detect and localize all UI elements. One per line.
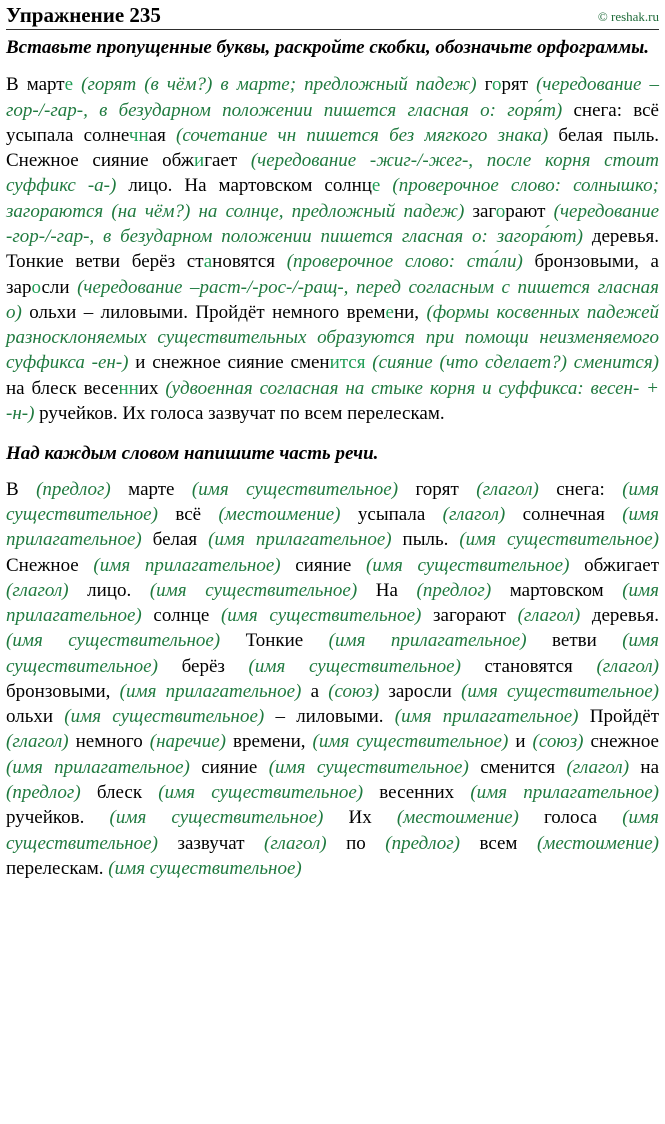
pos-word: а	[310, 680, 329, 702]
answer-fragment: г	[484, 74, 492, 96]
pos-tag: (имя существительное)	[461, 680, 659, 702]
pos-tag: (союз)	[328, 680, 389, 702]
answer-fragment: ручейков. Их голоса зазвучат по всем перелескам.	[39, 402, 445, 424]
pos-word: всем	[479, 832, 537, 854]
pos-word: снега:	[556, 478, 623, 500]
pos-word: усыпала	[357, 504, 443, 526]
pos-tag: (имя прилагательное)	[328, 630, 553, 652]
pos-word: Пройдёт	[589, 706, 660, 728]
pos-word: мартовском	[509, 579, 623, 601]
answer-fragment: о	[31, 276, 42, 298]
explanation-note: (проверочное слово: солнышко; загораются (на чём?) на солнце, предложный падеж)	[6, 175, 659, 222]
answer-fragment: е	[64, 74, 74, 96]
pos-tag: (глагол)	[6, 579, 88, 601]
pos-word: немного	[75, 731, 150, 753]
answer-fragment: гает	[204, 150, 238, 172]
answer-fragment: а	[203, 251, 213, 273]
answer-fragment: о	[491, 74, 502, 96]
pos-word: Их	[348, 807, 397, 829]
subtask-instruction: Над каждым словом напишите часть речи.	[6, 443, 379, 465]
pos-tag: (имя прилагательное)	[6, 579, 659, 627]
explanation-note: (проверочное слово: ста́ли)	[275, 251, 535, 273]
pos-word: На	[375, 579, 417, 601]
pos-word: горят	[415, 478, 477, 500]
pos-word: бронзовыми,	[6, 680, 120, 702]
answer-fragment: е	[385, 301, 394, 323]
pos-tag: (глагол)	[6, 731, 76, 753]
pos-word: В	[6, 478, 37, 500]
pos-word: и	[515, 731, 533, 753]
explanation-note: (удвоенная согласная на стыке корня и суффикса: весен- + -н-)	[6, 377, 659, 424]
answer-fragment: сли	[41, 276, 70, 298]
answer-fragment: ольхи – лиловыми. Пройдёт немного врем	[29, 301, 386, 323]
answer-fragment: деревья. Тонкие ветви берёз ст	[6, 226, 659, 273]
answer-fragment: заг	[472, 200, 496, 222]
explanation-note: (чередование -гор-/-гар-, в безударном положении пишется гласная о: загора́ют)	[6, 200, 660, 247]
pos-word: ручейков.	[6, 807, 110, 829]
answer-fragment: лицо. На мартовском солнц	[128, 175, 372, 197]
pos-word: голоса	[543, 807, 623, 829]
answer-fragment: снега: всё усыпала солне	[6, 99, 659, 146]
pos-tag: (предлог)	[385, 832, 480, 854]
pos-word: ветви	[552, 630, 623, 652]
pos-tag: (имя существительное)	[6, 807, 659, 854]
pos-word: снежное	[590, 731, 659, 753]
pos-tag: (глагол)	[442, 504, 523, 526]
pos-word: солнечная	[522, 504, 623, 526]
pos-tag: (имя существительное)	[220, 605, 434, 627]
pos-word: пыль.	[402, 529, 460, 551]
explanation-note: (чередование -жиг-/-жег-, после корня стоит суффикс -а-)	[6, 150, 659, 197]
site-copyright: © reshak.ru	[597, 9, 659, 24]
pos-tag: (наречие)	[149, 731, 234, 753]
pos-tag: (имя существительное)	[268, 756, 481, 778]
pos-tag: (имя существительное)	[6, 630, 246, 652]
pos-word: солнце	[153, 605, 221, 627]
pos-tag: (глагол)	[476, 478, 557, 500]
pos-word: Снежное	[6, 554, 94, 576]
answer-text	[6, 72, 659, 426]
answer-fragment: белая пыль. Снежное сияние обж	[6, 124, 659, 172]
pos-tag: (предлог)	[36, 478, 129, 500]
pos-tag: (имя существительное)	[459, 529, 659, 551]
pos-word: сияние	[295, 554, 367, 576]
pos-tag: (имя прилагательное)	[119, 680, 311, 702]
explanation-note: (сочетание чн пишется без мягкого знака)	[165, 124, 559, 146]
pos-tag: (глагол)	[596, 655, 659, 677]
pos-word: лицо.	[87, 579, 150, 601]
explanation-note: (чередование –раст-/-рос-/-ращ-, перед согласным с пишется гласная о)	[6, 276, 659, 323]
page-header	[6, 4, 659, 30]
pos-tag: (предлог)	[6, 782, 97, 803]
pos-word: сменится	[480, 756, 567, 778]
pos-tag: (имя прилагательное)	[93, 554, 296, 576]
pos-word: зазвучат	[177, 832, 265, 854]
pos-tag: (имя прилагательное)	[6, 504, 659, 551]
pos-word: берёз	[181, 655, 249, 677]
pos-word: перелескам.	[6, 857, 109, 879]
pos-word: ольхи	[6, 706, 65, 728]
pos-tag: (местоимение)	[218, 504, 358, 526]
pos-tag: (местоимение)	[536, 832, 660, 854]
answer-fragment: и	[194, 150, 205, 172]
answer-fragment: рают	[505, 200, 546, 222]
pos-tag: (имя существительное)	[6, 630, 659, 677]
pos-word: сияние	[201, 756, 269, 778]
pos-tag: (имя существительное)	[158, 782, 380, 803]
pos-tag: (местоимение)	[396, 807, 544, 829]
pos-tag: (имя существительное)	[366, 554, 585, 576]
answer-fragment: рят	[501, 74, 528, 96]
answer-fragment: их	[138, 377, 159, 399]
pos-word: –	[275, 706, 297, 728]
pos-word: лиловыми.	[296, 706, 395, 728]
pos-tag: (имя прилагательное)	[208, 529, 403, 551]
pos-word: марте	[128, 478, 192, 500]
pos-tag: (имя существительное)	[248, 655, 485, 677]
pos-tag: (союз)	[532, 731, 591, 753]
pos-word: загорают	[433, 605, 518, 627]
explanation-note: (чередование –гор-/-гар-, в безударном положении пишется гласная о: горя́т)	[6, 74, 659, 121]
pos-word: блеск	[96, 782, 159, 803]
pos-tag: (имя существительное)	[109, 807, 349, 829]
pos-tag: (имя существительное)	[312, 731, 516, 753]
explanation-note: (формы косвенных падежей разносклоняемых существительных образуются при помощи неизменяемого суффикса -ен-)	[6, 301, 660, 374]
pos-tag: (имя существительное)	[149, 579, 376, 601]
answer-fragment: е	[371, 175, 381, 197]
answer-fragment: ится	[329, 352, 366, 374]
answer-fragment: о	[495, 200, 506, 222]
pos-word: на	[640, 756, 660, 778]
pos-tag: (имя существительное)	[6, 478, 659, 526]
page-title: Упражнение 235	[6, 3, 161, 27]
answer-fragment: чн	[128, 124, 149, 146]
answer-fragment: нн	[118, 377, 139, 399]
pos-tag: (глагол)	[517, 605, 592, 627]
pos-word: Тонкие	[245, 630, 329, 652]
pos-tag: (имя прилагательное)	[6, 756, 202, 778]
pos-word: деревья.	[591, 605, 659, 627]
pos-word: заросли	[388, 680, 462, 702]
pos-word: всё	[175, 504, 219, 526]
answer-fragment: новятся	[212, 251, 276, 273]
pos-tag: (имя существительное)	[191, 478, 416, 500]
pos-tag: (предлог)	[416, 579, 510, 601]
task-instruction: Вставьте пропущенные буквы, раскройте скобки, обозначьте орфограммы.	[6, 37, 650, 59]
pos-tag: (имя прилагательное)	[470, 782, 660, 803]
pos-word: по	[346, 832, 386, 854]
pos-tag: (имя существительное)	[108, 857, 302, 879]
pos-tag: (имя существительное)	[64, 706, 276, 728]
explanation-note: (горят (в чём?) в марте; предложный падеж)	[73, 74, 485, 96]
answer-fragment: на блеск весе	[6, 377, 119, 399]
answer-fragment: и снежное сияние смен	[135, 352, 330, 374]
parts-of-speech-text	[6, 477, 659, 881]
pos-tag: (глагол)	[264, 832, 347, 854]
answer-fragment: В март	[6, 74, 65, 96]
pos-word: времени,	[233, 731, 313, 753]
pos-tag: (имя прилагательное)	[394, 706, 590, 728]
answer-fragment: ни,	[393, 301, 420, 323]
pos-word: становятся	[484, 655, 597, 677]
pos-word: белая	[152, 529, 209, 551]
answer-fragment: ая	[148, 124, 166, 146]
pos-word: обжигает	[584, 554, 660, 576]
pos-tag: (глагол)	[566, 756, 641, 778]
pos-word: весенних	[379, 782, 471, 803]
answer-fragment: бронзовыми, а зар	[6, 251, 659, 298]
explanation-note: (сияние (что сделает?) сменится)	[365, 352, 659, 374]
